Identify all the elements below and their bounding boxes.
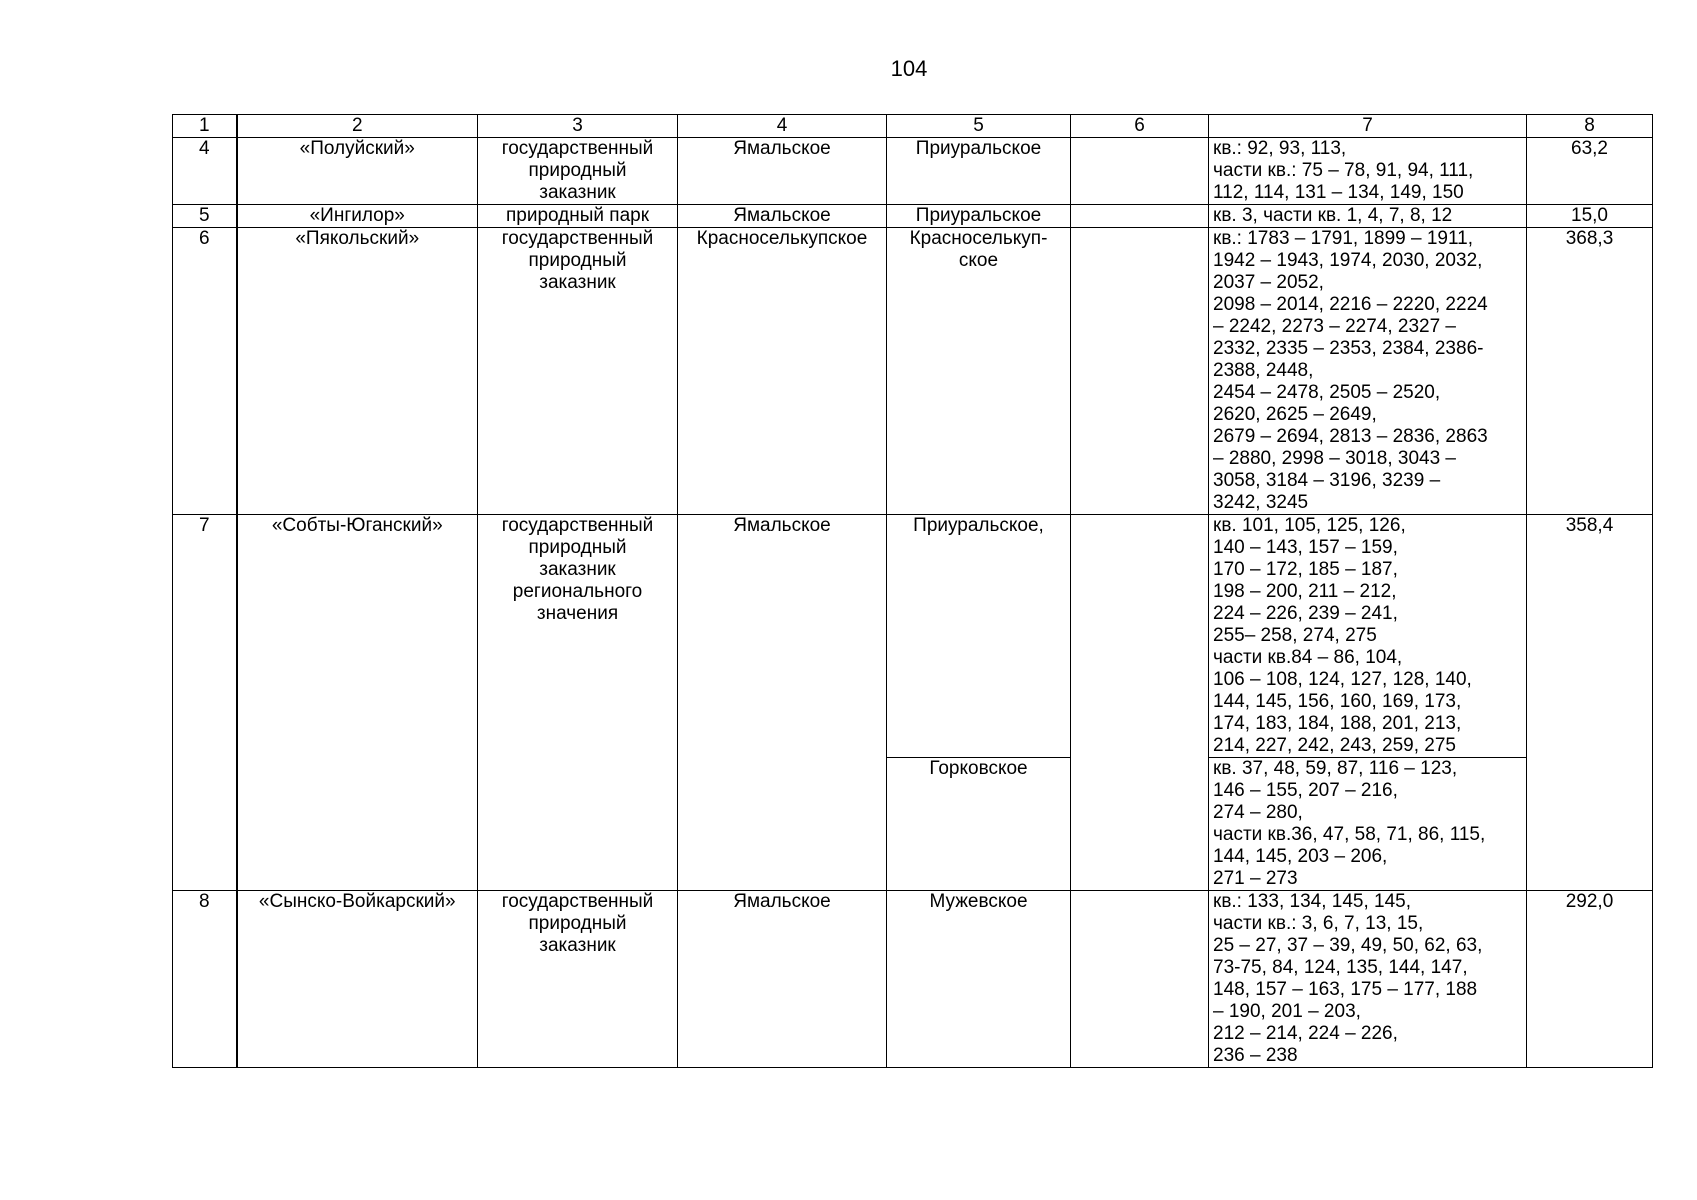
header-cell: 3 — [478, 115, 678, 138]
forestry: Приуральское — [887, 138, 1071, 205]
table-header-row — [173, 115, 1653, 138]
reserve-name: «Пякольский» — [237, 228, 478, 515]
row-number: 6 — [173, 228, 237, 515]
forestry: Горковское — [887, 758, 1071, 891]
col6-cell — [1071, 205, 1209, 228]
area: 15,0 — [1527, 205, 1653, 228]
reserve-type: государственный природный заказник — [478, 138, 678, 205]
table-row — [173, 891, 1653, 1068]
district: Красноселькупское — [678, 228, 887, 515]
reserve-type: государственный природный заказник — [478, 228, 678, 515]
area: 63,2 — [1527, 138, 1653, 205]
col6-cell — [1071, 891, 1209, 1068]
quarters: кв.: 92, 93, 113, части кв.: 75 – 78, 91, 94, 111, 112, 114, 131 – 134, 149, 150 — [1209, 138, 1527, 205]
col6-cell — [1071, 228, 1209, 515]
table-row — [173, 138, 1653, 205]
quarters: кв. 101, 105, 125, 126, 140 – 143, 157 – 159, 170 – 172, 185 – 187, 198 – 200, 211 – 212, 224 – 226, 239 – 241, 255– 258, 274, 275 части кв.84 – 86, 104, 106 – 108, 124, 127, 128, 140, 144, 145, 156, 160, 169, 173, 174, 183, 184, 188, 201, 213, 214, 227, 242, 243, 259, 275 — [1209, 515, 1527, 758]
header-cell: 7 — [1209, 115, 1527, 138]
area: 358,4 — [1527, 515, 1653, 891]
row-number: 7 — [173, 515, 237, 891]
header-cell: 2 — [237, 115, 478, 138]
quarters: кв. 3, части кв. 1, 4, 7, 8, 12 — [1209, 205, 1527, 228]
reserves-table — [172, 114, 1653, 1068]
row-number: 4 — [173, 138, 237, 205]
district: Ямальское — [678, 891, 887, 1068]
col6-cell — [1071, 515, 1209, 891]
reserve-name: «Полуйский» — [237, 138, 478, 205]
area: 292,0 — [1527, 891, 1653, 1068]
area: 368,3 — [1527, 228, 1653, 515]
header-cell: 4 — [678, 115, 887, 138]
table-row — [173, 205, 1653, 228]
district: Ямальское — [678, 515, 887, 891]
reserve-type: государственный природный заказник — [478, 891, 678, 1068]
page-number: 104 — [890, 56, 928, 81]
quarters: кв.: 1783 – 1791, 1899 – 1911, 1942 – 1943, 1974, 2030, 2032, 2037 – 2052, 2098 – 2014, 2216 – 2220, 2224 – 2242, 2273 – 2274, 2327 – 2332, 2335 – 2353, 2384, 2386- 2388, 2448, 2454 – 2478, 2505 – 2520, 2620, 2625 – 2649, 2679 – 2694, 2813 – 2836, 2863 – 2880, 2998 – 3018, 3043 – 3058, 3184 – 3196, 3239 – 3242, 3245 — [1209, 228, 1527, 515]
quarters: кв. 37, 48, 59, 87, 116 – 123, 146 – 155, 207 – 216, 274 – 280, части кв.36, 47, 58, 71, 86, 115, 144, 145, 203 – 206, 271 – 273 — [1209, 758, 1527, 891]
forestry: Мужевское — [887, 891, 1071, 1068]
table-row — [173, 228, 1653, 515]
forestry: Красноселькуп- ское — [887, 228, 1071, 515]
reserve-name: «Сынско-Войкарский» — [237, 891, 478, 1068]
district: Ямальское — [678, 138, 887, 205]
row-number: 8 — [173, 891, 237, 1068]
row-number: 5 — [173, 205, 237, 228]
reserve-name: «Собты-Юганский» — [237, 515, 478, 891]
reserve-name: «Ингилор» — [237, 205, 478, 228]
header-cell: 6 — [1071, 115, 1209, 138]
forestry: Приуральское, — [887, 515, 1071, 758]
col6-cell — [1071, 138, 1209, 205]
header-cell: 1 — [173, 115, 237, 138]
reserve-type: государственный природный заказник регионального значения — [478, 515, 678, 891]
header-cell: 5 — [887, 115, 1071, 138]
forestry: Приуральское — [887, 205, 1071, 228]
table-row — [173, 515, 1653, 758]
quarters: кв.: 133, 134, 145, 145, части кв.: 3, 6, 7, 13, 15, 25 – 27, 37 – 39, 49, 50, 62, 63, 73-75, 84, 124, 135, 144, 147, 148, 157 – 163, 175 – 177, 188 – 190, 201 – 203, 212 – 214, 224 – 226, 236 – 238 — [1209, 891, 1527, 1068]
district: Ямальское — [678, 205, 887, 228]
reserve-type: природный парк — [478, 205, 678, 228]
header-cell: 8 — [1527, 115, 1653, 138]
